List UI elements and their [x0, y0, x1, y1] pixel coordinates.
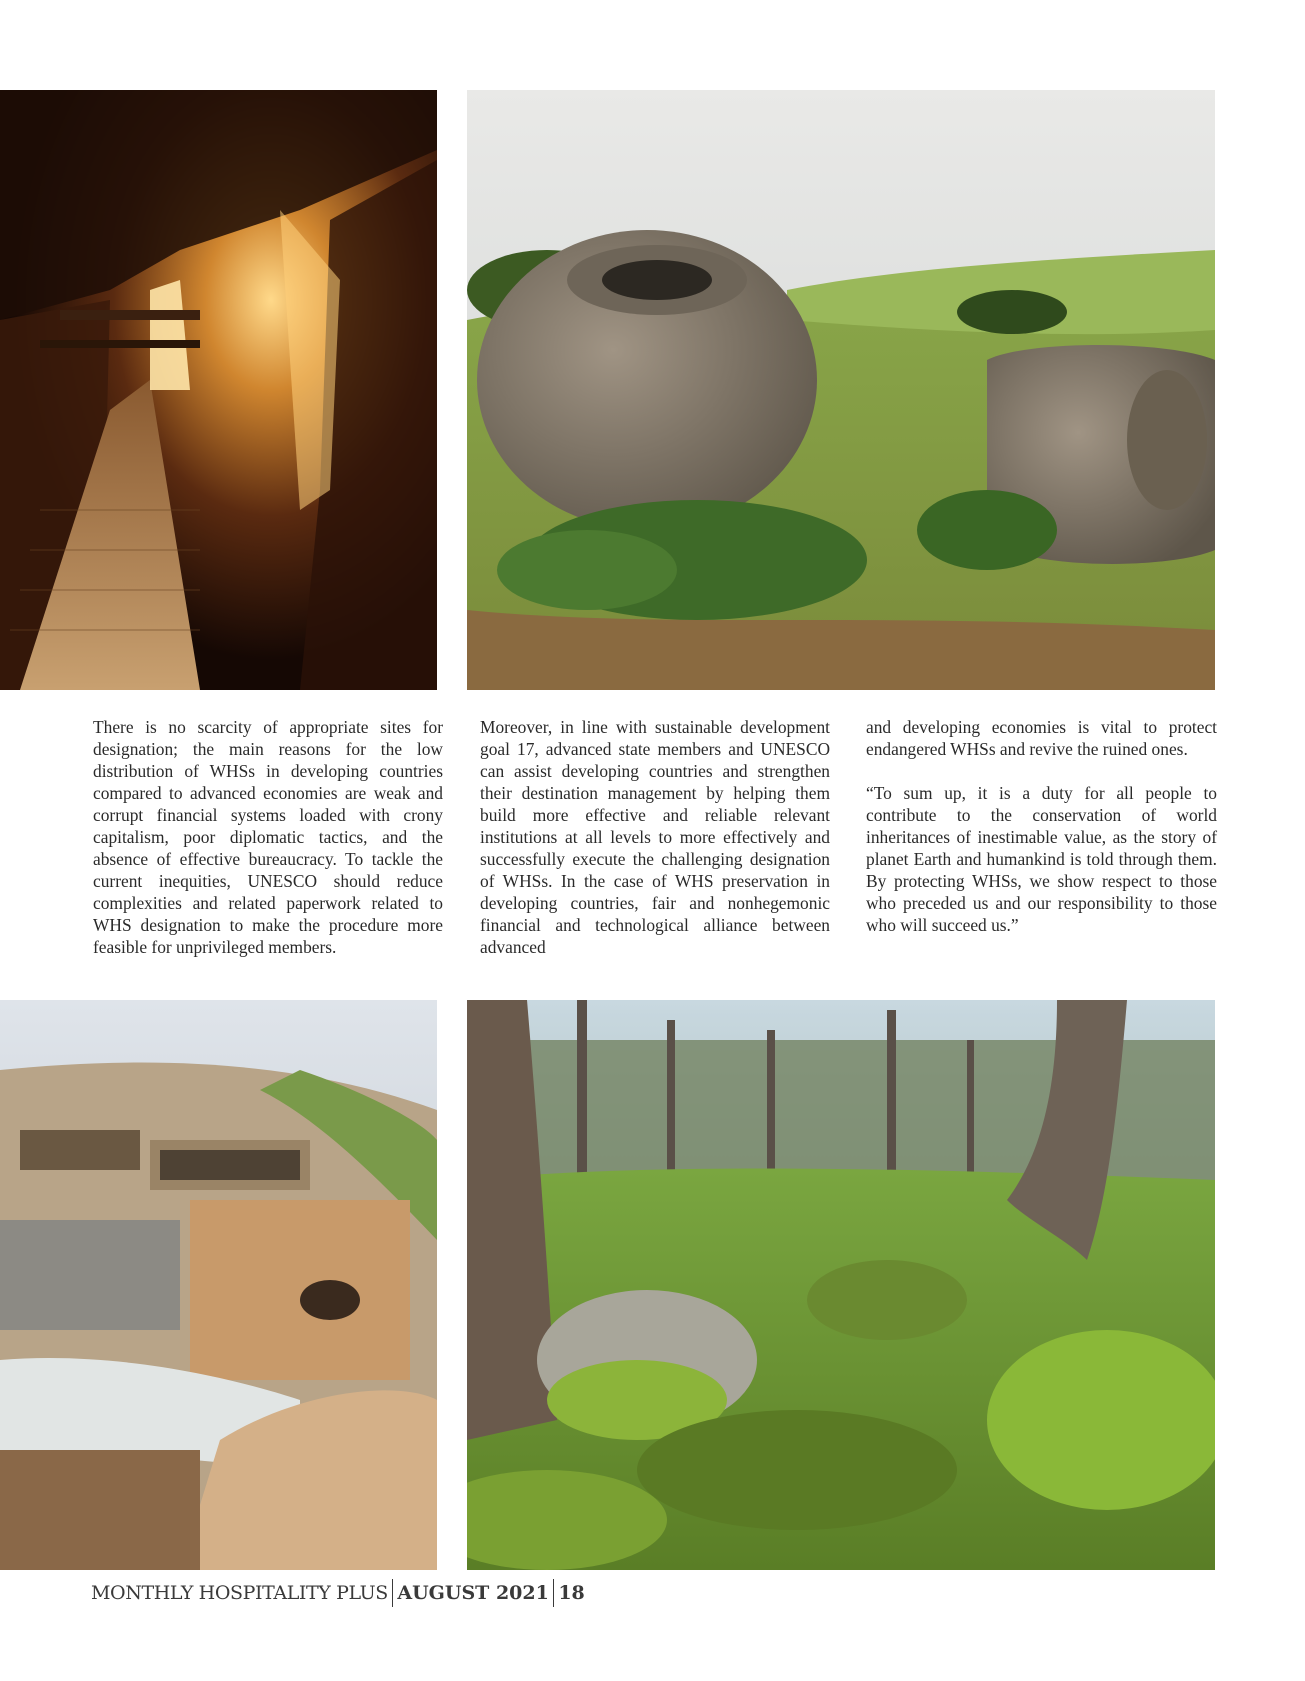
closing-quote-paragraph: “To sum up, it is a duty for all people to contribute to the conservation of world inheritances of inestimable value, as the story of planet Earth and humankind is told through them. By protecting WHSs, we show respect to those who preceded us and our responsibility to those who will succeed us.” — [866, 783, 1217, 935]
page-footer — [91, 1578, 585, 1608]
publication-name: MONTHLY HOSPITALITY PLUS — [91, 1582, 388, 1604]
paragraph: Moreover, in line with sustainable development goal 17, advanced state members and UNESCO can assist developing countries and strengthen their destination management by helping them build more effective and reliable relevant institutions at all levels to more effectively and successfully execute the challenging designation of WHSs. In the case of WHS preservation in developing countries, fair and nonhegemonic financial and technological alliance between advanced — [480, 717, 830, 957]
mossy-forest-photo — [467, 1000, 1215, 1570]
excavation-site-photo — [0, 1000, 437, 1570]
paragraph: and developing economies is vital to protect endangered WHSs and revive the ruined ones. — [866, 717, 1217, 759]
article-column-2 — [480, 716, 830, 958]
footer-divider — [553, 1579, 555, 1607]
paragraph: There is no scarcity of appropriate sites for designation; the main reasons for the low distribution of WHSs in developing countries compared to advanced economies are weak and corrupt financial systems loaded with crony capitalism, poor diplomatic tactics, and the absence of effective bureaucracy. To tackle the current inequities, UNESCO should reduce complexities and related paperwork related to WHS designation to make the procedure more feasible for unprivileged members. — [93, 717, 443, 957]
tunnel-photo — [0, 90, 437, 690]
footer-divider — [392, 1579, 394, 1607]
page-number: 18 — [558, 1582, 585, 1604]
article-column-3 — [866, 716, 1217, 936]
article-column-1 — [93, 716, 443, 958]
stone-jars-photo — [467, 90, 1215, 690]
issue-date: AUGUST 2021 — [397, 1582, 549, 1604]
